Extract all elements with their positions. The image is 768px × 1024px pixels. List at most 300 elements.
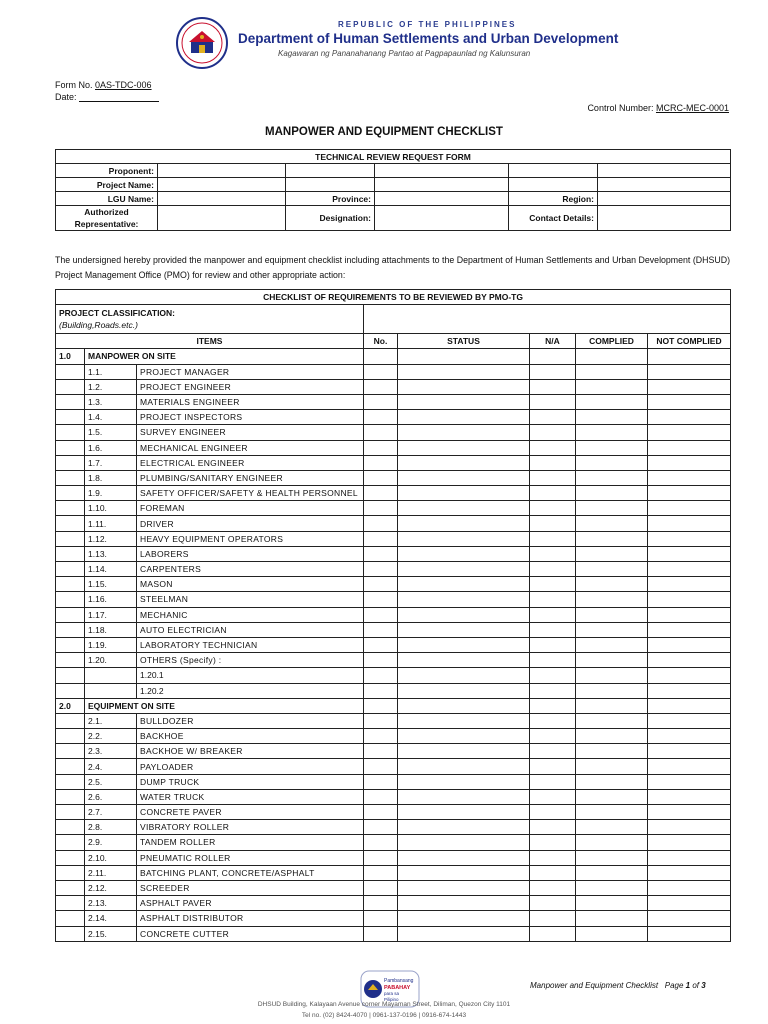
status-cell[interactable] [398, 470, 530, 485]
complied-cell[interactable] [576, 364, 648, 379]
na-cell[interactable] [530, 592, 576, 607]
item-label: BACKHOE W/ BREAKER [137, 744, 364, 759]
svg-text:para sa: para sa [384, 991, 400, 996]
item-label: TANDEM ROLLER [137, 835, 364, 850]
na-cell[interactable] [530, 394, 576, 409]
complied-cell[interactable] [576, 470, 648, 485]
department-subtitle: Kagawaran ng Pananahanang Pantao at Pagpapaunlad ng Kalunsuran [278, 49, 531, 58]
item-number: 1.16. [85, 592, 137, 607]
footer-page-total: 3 [701, 981, 706, 990]
contact-details-field[interactable] [598, 206, 731, 231]
no-cell[interactable] [364, 774, 398, 789]
na-cell[interactable] [530, 653, 576, 668]
no-cell[interactable] [364, 926, 398, 941]
section-title: MANPOWER ON SITE [85, 349, 364, 364]
row-spacer [56, 729, 85, 744]
status-cell[interactable] [398, 440, 530, 455]
no-cell[interactable] [364, 865, 398, 880]
checklist-item-row [56, 789, 731, 804]
complied-cell[interactable] [576, 653, 648, 668]
status-cell[interactable] [398, 577, 530, 592]
na-cell[interactable] [530, 364, 576, 379]
no-cell[interactable] [364, 713, 398, 728]
complied-cell[interactable] [576, 592, 648, 607]
no-cell[interactable] [364, 896, 398, 911]
no-cell[interactable] [364, 911, 398, 926]
date-blank[interactable] [79, 92, 159, 102]
no-cell[interactable] [364, 880, 398, 895]
complied-cell[interactable] [576, 379, 648, 394]
na-cell[interactable] [530, 820, 576, 835]
na-cell[interactable] [530, 698, 576, 713]
status-cell[interactable] [398, 698, 530, 713]
complied-cell[interactable] [576, 349, 648, 364]
complied-cell[interactable] [576, 455, 648, 470]
na-cell[interactable] [530, 546, 576, 561]
na-cell[interactable] [530, 379, 576, 394]
no-cell[interactable] [364, 683, 398, 698]
status-cell[interactable] [398, 896, 530, 911]
not-complied-cell[interactable] [648, 683, 731, 698]
checklist-item-row [56, 850, 731, 865]
not-complied-cell[interactable] [648, 698, 731, 713]
item-number: 2.3. [85, 744, 137, 759]
row-spacer [56, 546, 85, 561]
status-cell[interactable] [398, 562, 530, 577]
status-cell[interactable] [398, 759, 530, 774]
row-spacer [56, 364, 85, 379]
row-spacer [56, 455, 85, 470]
not-complied-cell[interactable] [648, 364, 731, 379]
na-cell[interactable] [530, 774, 576, 789]
not-complied-cell[interactable] [648, 501, 731, 516]
item-label: PROJECT MANAGER [137, 364, 364, 379]
not-complied-cell[interactable] [648, 607, 731, 622]
na-cell[interactable] [530, 486, 576, 501]
complied-cell[interactable] [576, 865, 648, 880]
item-label: PNEUMATIC ROLLER [137, 850, 364, 865]
row-spacer [56, 440, 85, 455]
na-cell[interactable] [530, 896, 576, 911]
project-name-field[interactable] [158, 178, 286, 192]
status-cell[interactable] [398, 911, 530, 926]
status-cell[interactable] [398, 592, 530, 607]
status-cell[interactable] [398, 531, 530, 546]
row-spacer [56, 713, 85, 728]
na-cell[interactable] [530, 577, 576, 592]
not-complied-cell[interactable] [648, 926, 731, 941]
row-spacer [56, 850, 85, 865]
no-cell[interactable] [364, 789, 398, 804]
no-cell[interactable] [364, 546, 398, 561]
department-name: Department of Human Settlements and Urban Development [238, 31, 619, 46]
complied-cell[interactable] [576, 850, 648, 865]
checklist-item-row [56, 425, 731, 440]
na-cell[interactable] [530, 425, 576, 440]
complied-cell[interactable] [576, 622, 648, 637]
not-complied-cell[interactable] [648, 440, 731, 455]
na-cell[interactable] [530, 729, 576, 744]
na-cell[interactable] [530, 410, 576, 425]
status-cell[interactable] [398, 622, 530, 637]
checklist-item-row [56, 501, 731, 516]
status-cell[interactable] [398, 425, 530, 440]
row-spacer [56, 744, 85, 759]
not-complied-cell[interactable] [648, 531, 731, 546]
item-number: 1.12. [85, 531, 137, 546]
status-cell[interactable] [398, 455, 530, 470]
footer-telephone: Tel no. (02) 8424-4070 | 0961-137-0196 | 0916-674-1443 [301, 1012, 467, 1019]
manpower-section-row [56, 349, 731, 364]
no-cell[interactable] [364, 440, 398, 455]
status-cell[interactable] [398, 805, 530, 820]
not-complied-cell[interactable] [648, 486, 731, 501]
no-cell[interactable] [364, 850, 398, 865]
section-number: 2.0 [56, 698, 85, 713]
status-cell[interactable] [398, 789, 530, 804]
complied-cell[interactable] [576, 683, 648, 698]
row-spacer [56, 562, 85, 577]
no-cell[interactable] [364, 410, 398, 425]
item-label: VIBRATORY ROLLER [137, 820, 364, 835]
no-cell[interactable] [364, 501, 398, 516]
item-number: 1.11. [85, 516, 137, 531]
proponent-field-4[interactable] [509, 164, 598, 178]
na-cell[interactable] [530, 713, 576, 728]
item-number: 1.6. [85, 440, 137, 455]
na-cell[interactable] [530, 637, 576, 652]
proponent-field-2[interactable] [286, 164, 375, 178]
row-spacer [56, 668, 85, 683]
na-cell[interactable] [530, 668, 576, 683]
na-cell[interactable] [530, 744, 576, 759]
checklist-item-row [56, 713, 731, 728]
checklist-item-row [56, 394, 731, 409]
designation-field[interactable] [375, 206, 509, 231]
not-complied-cell[interactable] [648, 729, 731, 744]
status-cell[interactable] [398, 546, 530, 561]
row-spacer [56, 926, 85, 941]
not-complied-cell[interactable] [648, 774, 731, 789]
item-number: 1.2. [85, 379, 137, 394]
checklist-item-row [56, 410, 731, 425]
checklist-other-row [56, 668, 731, 683]
complied-cell[interactable] [576, 759, 648, 774]
status-cell[interactable] [398, 516, 530, 531]
na-cell[interactable] [530, 501, 576, 516]
complied-cell[interactable] [576, 486, 648, 501]
status-cell[interactable] [398, 653, 530, 668]
na-cell[interactable] [530, 562, 576, 577]
no-cell[interactable] [364, 577, 398, 592]
item-number: 1.7. [85, 455, 137, 470]
complied-cell[interactable] [576, 774, 648, 789]
no-cell[interactable] [364, 562, 398, 577]
row-spacer [56, 379, 85, 394]
region-field[interactable] [598, 192, 731, 206]
na-cell[interactable] [530, 805, 576, 820]
proponent-field[interactable] [158, 164, 286, 178]
not-complied-cell[interactable] [648, 516, 731, 531]
na-cell[interactable] [530, 683, 576, 698]
footer-page-no: 1 [685, 981, 691, 990]
complied-cell[interactable] [576, 516, 648, 531]
status-cell[interactable] [398, 926, 530, 941]
not-complied-cell[interactable] [648, 592, 731, 607]
complied-cell[interactable] [576, 713, 648, 728]
no-cell[interactable] [364, 653, 398, 668]
status-cell[interactable] [398, 379, 530, 394]
no-cell[interactable] [364, 759, 398, 774]
not-complied-cell[interactable] [648, 744, 731, 759]
item-label: SCREEDER [137, 880, 364, 895]
no-cell[interactable] [364, 668, 398, 683]
no-cell[interactable] [364, 394, 398, 409]
not-complied-cell[interactable] [648, 637, 731, 652]
not-complied-cell[interactable] [648, 880, 731, 895]
row-spacer [56, 501, 85, 516]
not-complied-cell[interactable] [648, 622, 731, 637]
complied-cell[interactable] [576, 805, 648, 820]
status-cell[interactable] [398, 880, 530, 895]
status-cell[interactable] [398, 820, 530, 835]
row-spacer [56, 470, 85, 485]
complied-cell[interactable] [576, 789, 648, 804]
section-title: EQUIPMENT ON SITE [85, 698, 364, 713]
lgu-name-field[interactable] [158, 192, 286, 206]
item-label: PLUMBING/SANITARY ENGINEER [137, 470, 364, 485]
no-cell[interactable] [364, 425, 398, 440]
checklist-item-row [56, 926, 731, 941]
complied-cell[interactable] [576, 820, 648, 835]
na-cell[interactable] [530, 911, 576, 926]
col-complied: COMPLIED [576, 334, 648, 349]
status-cell[interactable] [398, 501, 530, 516]
na-cell[interactable] [530, 531, 576, 546]
checklist-item-row [56, 637, 731, 652]
complied-cell[interactable] [576, 880, 648, 895]
complied-cell[interactable] [576, 577, 648, 592]
na-cell[interactable] [530, 835, 576, 850]
not-complied-cell[interactable] [648, 410, 731, 425]
item-label: ASPHALT DISTRIBUTOR [137, 911, 364, 926]
not-complied-cell[interactable] [648, 470, 731, 485]
complied-cell[interactable] [576, 698, 648, 713]
no-cell[interactable] [364, 455, 398, 470]
complied-cell[interactable] [576, 744, 648, 759]
not-complied-cell[interactable] [648, 713, 731, 728]
item-label: BATCHING PLANT, CONCRETE/ASPHALT [137, 865, 364, 880]
item-label: PROJECT ENGINEER [137, 379, 364, 394]
na-cell[interactable] [530, 349, 576, 364]
not-complied-cell[interactable] [648, 668, 731, 683]
na-cell[interactable] [530, 759, 576, 774]
no-cell[interactable] [364, 698, 398, 713]
item-label: AUTO ELECTRICIAN [137, 622, 364, 637]
na-cell[interactable] [530, 789, 576, 804]
not-complied-cell[interactable] [648, 789, 731, 804]
authorized-rep-field[interactable] [158, 206, 286, 231]
item-number: 2.12. [85, 880, 137, 895]
complied-cell[interactable] [576, 835, 648, 850]
checklist-item-row [56, 865, 731, 880]
status-cell[interactable] [398, 637, 530, 652]
not-complied-cell[interactable] [648, 805, 731, 820]
no-cell[interactable] [364, 805, 398, 820]
proponent-field-3[interactable] [375, 164, 509, 178]
no-cell[interactable] [364, 622, 398, 637]
checklist-item-row [56, 911, 731, 926]
status-cell[interactable] [398, 683, 530, 698]
status-cell[interactable] [398, 713, 530, 728]
not-complied-cell[interactable] [648, 455, 731, 470]
no-cell[interactable] [364, 637, 398, 652]
not-complied-cell[interactable] [648, 759, 731, 774]
row-spacer [56, 880, 85, 895]
complied-cell[interactable] [576, 637, 648, 652]
status-cell[interactable] [398, 729, 530, 744]
not-complied-cell[interactable] [648, 865, 731, 880]
complied-cell[interactable] [576, 531, 648, 546]
complied-cell[interactable] [576, 729, 648, 744]
province-field[interactable] [375, 192, 509, 206]
checklist-item-row [56, 729, 731, 744]
footer-address: DHSUD Building, Kalayaan Avenue corner Mayaman Street, Diliman, Quezon City 1101 [257, 1001, 511, 1008]
complied-cell[interactable] [576, 607, 648, 622]
not-complied-cell[interactable] [648, 820, 731, 835]
row-spacer [56, 820, 85, 835]
status-cell[interactable] [398, 486, 530, 501]
complied-cell[interactable] [576, 926, 648, 941]
na-cell[interactable] [530, 622, 576, 637]
no-cell[interactable] [364, 531, 398, 546]
item-label: MATERIALS ENGINEER [137, 394, 364, 409]
item-number: 1.20. [85, 653, 137, 668]
project-name-field-2[interactable] [286, 178, 375, 192]
complied-cell[interactable] [576, 562, 648, 577]
not-complied-cell[interactable] [648, 349, 731, 364]
status-cell[interactable] [398, 394, 530, 409]
item-number: 2.15. [85, 926, 137, 941]
status-cell[interactable] [398, 410, 530, 425]
project-classification-field[interactable] [364, 305, 731, 334]
item-number: 2.8. [85, 820, 137, 835]
not-complied-cell[interactable] [648, 562, 731, 577]
status-cell[interactable] [398, 865, 530, 880]
item-number: 1.18. [85, 622, 137, 637]
not-complied-cell[interactable] [648, 896, 731, 911]
item-label: ELECTRICAL ENGINEER [137, 455, 364, 470]
complied-cell[interactable] [576, 668, 648, 683]
complied-cell[interactable] [576, 546, 648, 561]
status-cell[interactable] [398, 835, 530, 850]
na-cell[interactable] [530, 865, 576, 880]
status-cell[interactable] [398, 744, 530, 759]
na-cell[interactable] [530, 607, 576, 622]
no-cell[interactable] [364, 729, 398, 744]
row-spacer [56, 622, 85, 637]
na-cell[interactable] [530, 516, 576, 531]
na-cell[interactable] [530, 880, 576, 895]
footer-page-label: Page [664, 981, 684, 990]
status-cell[interactable] [398, 607, 530, 622]
item-label: CARPENTERS [137, 562, 364, 577]
no-cell[interactable] [364, 379, 398, 394]
row-spacer [56, 789, 85, 804]
na-cell[interactable] [530, 455, 576, 470]
technical-review-form [55, 149, 731, 231]
item-number: 1.4. [85, 410, 137, 425]
complied-cell[interactable] [576, 501, 648, 516]
no-cell[interactable] [364, 744, 398, 759]
not-complied-cell[interactable] [648, 577, 731, 592]
no-cell[interactable] [364, 516, 398, 531]
complied-cell[interactable] [576, 896, 648, 911]
no-cell[interactable] [364, 607, 398, 622]
item-label: MECHANICAL ENGINEER [137, 440, 364, 455]
na-cell[interactable] [530, 440, 576, 455]
status-cell[interactable] [398, 668, 530, 683]
project-name-field-3[interactable] [375, 178, 509, 192]
no-cell[interactable] [364, 820, 398, 835]
checklist-item-row [56, 577, 731, 592]
item-label: LABORATORY TECHNICIAN [137, 637, 364, 652]
complied-cell[interactable] [576, 394, 648, 409]
item-label: LABORERS [137, 546, 364, 561]
classification-title: PROJECT CLASSIFICATION: [59, 308, 176, 319]
status-cell[interactable] [398, 349, 530, 364]
not-complied-cell[interactable] [648, 850, 731, 865]
project-name-field-5[interactable] [598, 178, 731, 192]
complied-cell[interactable] [576, 425, 648, 440]
no-cell[interactable] [364, 364, 398, 379]
complied-cell[interactable] [576, 911, 648, 926]
no-cell[interactable] [364, 592, 398, 607]
svg-text:Pambansang: Pambansang [384, 978, 414, 984]
checklist-item-row [56, 455, 731, 470]
checklist-item-row [56, 486, 731, 501]
not-complied-cell[interactable] [648, 835, 731, 850]
project-name-field-4[interactable] [509, 178, 598, 192]
na-cell[interactable] [530, 850, 576, 865]
project-name-label: Project Name: [56, 178, 158, 192]
control-number-value: MCRC-MEC-0001 [655, 103, 729, 113]
row-spacer [56, 911, 85, 926]
not-complied-cell[interactable] [648, 379, 731, 394]
complied-cell[interactable] [576, 410, 648, 425]
row-spacer [56, 410, 85, 425]
no-cell[interactable] [364, 835, 398, 850]
not-complied-cell[interactable] [648, 394, 731, 409]
status-cell[interactable] [398, 774, 530, 789]
status-cell[interactable] [398, 364, 530, 379]
na-cell[interactable] [530, 926, 576, 941]
not-complied-cell[interactable] [648, 911, 731, 926]
not-complied-cell[interactable] [648, 425, 731, 440]
footer-page-info [530, 981, 706, 990]
lgu-name-label: LGU Name: [56, 192, 158, 206]
contact-details-label: Contact Details: [509, 206, 598, 231]
na-cell[interactable] [530, 470, 576, 485]
no-cell[interactable] [364, 486, 398, 501]
no-cell[interactable] [364, 349, 398, 364]
no-cell[interactable] [364, 470, 398, 485]
proponent-field-5[interactable] [598, 164, 731, 178]
status-cell[interactable] [398, 850, 530, 865]
not-complied-cell[interactable] [648, 653, 731, 668]
complied-cell[interactable] [576, 440, 648, 455]
not-complied-cell[interactable] [648, 546, 731, 561]
